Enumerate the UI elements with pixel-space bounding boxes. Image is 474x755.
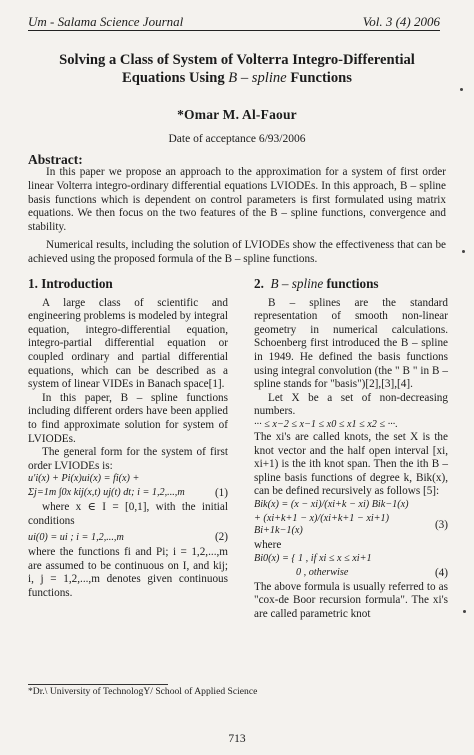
equation-3 — [254, 499, 448, 537]
equation-4-line-a: Bi0(x) = { 1 , if xi ≤ x ≤ xi+1 — [254, 552, 372, 564]
title-line-2-italic: B – spline — [228, 70, 287, 86]
section-number: 2. — [254, 276, 264, 291]
title-line-2-post: Functions — [286, 70, 352, 86]
equation-3-line-b: + (xi+k+1 − x)/(xi+k+1 − xi+1) Bi+1k−1(x) — [254, 512, 390, 536]
section-heading-italic: B – spline — [270, 276, 324, 291]
left-column — [28, 277, 228, 600]
title-line-2-pre: Equations Using — [122, 70, 229, 86]
bspline-paragraph-1: B – splines are the standard representation of smooth non-linear geometry in numerical calculations. Schoenberg first introduced the B – spline in 1949. He defined the basis functions using integral convolution (the " B " in B – spline stands for "basis")[2],[3],[4]. — [254, 296, 448, 391]
abstract-paragraph-2: Numerical results, including the solution of LVIODEs show the effectiveness that can be achieved using the proposed formula of the B – spline functions. — [28, 238, 446, 265]
equation-3-line-b-row — [254, 513, 448, 537]
journal-header — [28, 12, 440, 31]
acceptance-date: Date of acceptance 6/93/2006 — [168, 133, 306, 145]
scan-speck — [460, 88, 463, 91]
section-heading-post: functions — [326, 276, 379, 291]
section-heading-bspline — [254, 277, 448, 291]
intro-paragraph-4: where x ∈ I = [0,1], with the initial conditions — [28, 501, 228, 527]
equation-1-line-b-row — [28, 487, 228, 499]
intro-paragraph-2: In this paper, B – spline functions including different orders have been applied to find approximate solution for system of LVIODEs. — [28, 391, 228, 445]
author: *Omar M. Al-Faour — [177, 107, 297, 122]
equation-4-line-b: 0 , otherwise — [296, 566, 349, 578]
bspline-paragraph-3: The xi's are called knots, the set X is the knot vector and the half open interval [xi, xi+1) is the ith knot span. Then the ith B – spline basis functions of degree k, Bik(x), can be defined recursively as follows [5]: — [254, 430, 448, 498]
bspline-paragraph-2: Let X be a set of non-decreasing numbers. — [254, 391, 448, 418]
intro-paragraph-3: The general form for the system of first order LVIODEs is: — [28, 446, 228, 472]
scan-speck — [462, 250, 465, 253]
right-column — [254, 277, 448, 621]
equation-4-number: (4) — [434, 566, 448, 579]
equation-2-body: ui(0) = ui ; i = 1,2,...,m — [28, 531, 124, 543]
intro-paragraph-5: where the functions fi and Pi; i = 1,2,...,m are assumed to be continuous on I, and kij; i, j = 1,2,...,m denotes given continuous functions. — [28, 546, 228, 599]
equation-4 — [254, 553, 448, 579]
section-heading-introduction: 1. Introduction — [28, 276, 113, 291]
equation-4-line-b-row — [254, 567, 448, 579]
knot-sequence: ··· ≤ x−2 ≤ x−1 ≤ x0 ≤ x1 ≤ x2 ≤ ···. — [254, 418, 398, 430]
author-affiliation-footnote: *Dr.\ University of TechnologY/ School of Applied Science — [28, 686, 258, 697]
intro-paragraph-1: A large class of scientific and engineering problems is modeled by integral equation, integro-differential equation, integro-partial differential equation or coupled ordinary and partial differential equations, which can be described as a system of linear VIDEs in Banach space[1]. — [28, 296, 228, 391]
equation-3-number: (3) — [434, 518, 448, 531]
equation-2 — [28, 531, 228, 545]
equation-1-line-b: Σj=1m ∫0x kij(x,t) uj(t) dt; i = 1,2,...,m — [28, 487, 185, 499]
title-line-2 — [30, 69, 444, 87]
journal-name: Um - Salama Science Journal — [28, 14, 184, 29]
equation-3-line-a: Bik(x) = (x − xi)/(xi+k − xi) Bik−1(x) — [254, 498, 409, 510]
paper-title — [30, 51, 444, 87]
equation-1-line-a: u′i(x) + Pi(x)ui(x) = fi(x) + — [28, 473, 140, 485]
equation-1 — [28, 473, 228, 499]
scan-speck — [463, 610, 466, 613]
bspline-paragraph-4: The above formula is usually referred to as "cox-de Boor recursion formula". The xi's are called parametric knot — [254, 580, 448, 620]
title-line-1: Solving a Class of System of Volterra Integro-Differential — [59, 52, 415, 68]
volume-info: Vol. 3 (4) 2006 — [362, 14, 440, 29]
abstract-body — [28, 166, 446, 267]
abstract-paragraph-1: In this paper we propose an approach to the approximation for a system of first order linear Volterra integro-ordinary differential equations LVIODEs. In this approach, B – spline basis functions which is dependent on control parameters is first formulated using matrix equations. We then focus on the two features of the B – spline functions, convergence and stability. — [28, 166, 446, 234]
where-label: where — [254, 538, 282, 551]
abstract-heading: Abstract: — [28, 152, 83, 167]
page-number: 713 — [228, 733, 246, 745]
equation-2-number: (2) — [214, 530, 228, 543]
equation-1-number: (1) — [214, 487, 228, 500]
footnote-divider — [28, 684, 168, 685]
